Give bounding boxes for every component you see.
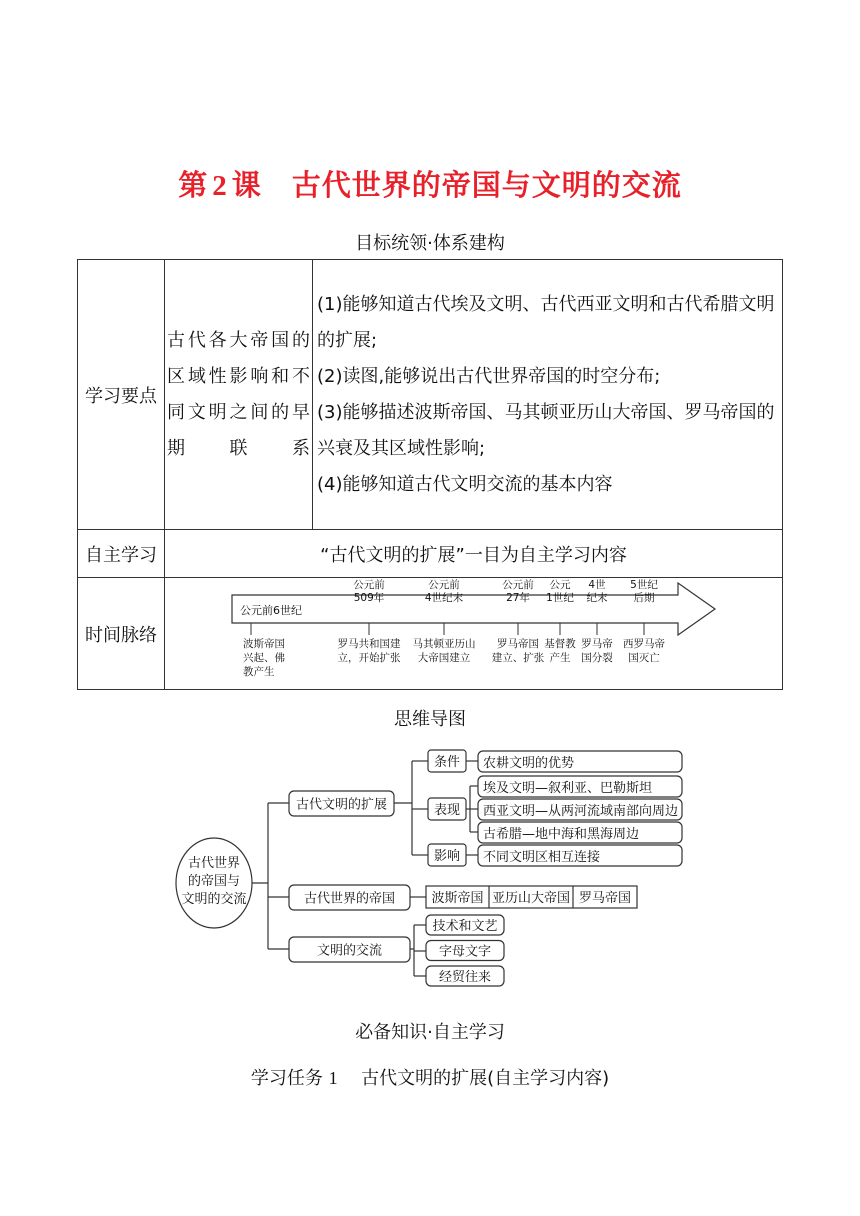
mindmap-root — [176, 838, 252, 928]
mindmap-condition-item — [478, 751, 682, 772]
timeline-start-event-line: 兴起、佛 — [243, 651, 285, 664]
timeline-tick-date: 27年 — [506, 591, 530, 604]
mindmap-condition-label: 条件 — [433, 755, 461, 770]
mindmap-exchange-item-label: 技术和文艺 — [432, 919, 498, 934]
mindmap-branch-expansion — [289, 791, 394, 816]
goals-table — [77, 259, 783, 690]
mindmap-performance-item — [478, 776, 682, 797]
mindmap-exchange-item — [426, 915, 504, 935]
row-label-self-study: 自主学习 — [78, 530, 165, 578]
mindmap-exchange-item — [426, 966, 504, 986]
lesson-name: 古代世界的帝国与文明的交流 — [291, 168, 682, 202]
timeline-start-event-line: 波斯帝国 — [243, 637, 285, 650]
mindmap-performance — [428, 798, 466, 820]
mindmap-branch-exchange — [289, 937, 410, 962]
section-heading-mindmap: 思维导图 — [394, 709, 466, 730]
mindmap-empire-item: 亚历山大帝国 — [491, 891, 571, 906]
mindmap-nodes — [176, 750, 682, 986]
key-point-1: (1)能够知道古代埃及文明、古代西亚文明和古代希腊文明的扩展; — [317, 293, 775, 351]
timeline-tick-date: 公元前 — [353, 578, 385, 591]
timeline-graphic — [165, 579, 783, 689]
mindmap-empires-list — [426, 886, 637, 908]
mindmap-empire-item: 罗马帝国 — [578, 891, 632, 906]
timeline-tick-date: 后期 — [633, 591, 655, 604]
timeline-tick-date: 公元前 — [502, 578, 534, 591]
mindmap-root-line: 的帝国与 — [187, 874, 241, 889]
mindmap-performance-item — [478, 799, 682, 820]
timeline-tick-date: 5世纪 — [630, 578, 658, 591]
timeline-tick-event: 基督教 — [544, 637, 576, 650]
timeline-tick-event: 国灭亡 — [628, 651, 660, 664]
mindmap-branch-exchange-label: 文明的交流 — [316, 943, 383, 959]
timeline-tick-date: 1世纪 — [546, 591, 574, 604]
timeline-tick-event: 马其顿亚历山 — [412, 637, 476, 650]
task-label: 学习任务 — [250, 1068, 323, 1089]
timeline-tick-date: 509年 — [353, 591, 385, 604]
timeline-tick-event: 产生 — [549, 651, 571, 664]
timeline-tick-event: 罗马帝 — [581, 637, 613, 650]
mindmap-performance-item-label: 西亚文明—从两河流域南部向周边 — [483, 804, 679, 819]
timeline-start-label: 公元前6世纪 — [240, 603, 302, 617]
timeline-tick-date: 4世 — [588, 578, 606, 591]
section-heading-goals: 目标统领·体系建构 — [355, 233, 505, 254]
lesson-title — [0, 163, 860, 204]
timeline-tick — [413, 579, 476, 664]
timeline-tick — [581, 579, 613, 664]
timeline-tick-date: 公元前 — [428, 578, 460, 591]
mindmap-branch-empires — [289, 885, 410, 910]
mindmap-branch-expansion-label: 古代文明的扩展 — [295, 797, 388, 813]
mindmap-empire-item: 波斯帝国 — [431, 891, 484, 906]
mindmap-condition-item-label: 农耕文明的优势 — [483, 756, 575, 771]
row-label-key-points: 学习要点 — [78, 260, 165, 530]
mindmap-performance-item-label: 埃及文明—叙利亚、巴勒斯坦 — [483, 781, 653, 796]
timeline-tick-event: 罗马共和国建 — [337, 637, 401, 650]
mindmap-influence — [428, 844, 466, 866]
mindmap-exchange-item-label: 字母文字 — [438, 944, 492, 960]
mindmap-exchange-item — [426, 941, 504, 961]
mindmap-condition — [428, 750, 466, 772]
timeline-tick-event: 罗马帝国 — [497, 637, 539, 650]
key-points-list — [313, 260, 783, 530]
timeline-cell — [165, 578, 783, 690]
timeline-tick-date: 4世纪末 — [424, 591, 464, 604]
key-point-4: (4)能够知道古代文明交流的基本内容 — [317, 473, 613, 495]
self-study-content: “古代文明的扩展”一目为自主学习内容 — [165, 530, 783, 578]
key-point-3: (3)能够描述波斯帝国、马其顿亚历山大帝国、罗马帝国的兴衰及其区域性影响; — [317, 401, 775, 459]
mindmap-influence-item — [478, 845, 682, 866]
timeline-tick-date: 公元 — [549, 578, 571, 591]
timeline-tick — [623, 579, 665, 664]
lesson-number: 2 — [212, 170, 228, 202]
timeline-tick-event: 国分裂 — [581, 651, 613, 664]
mindmap-influence-label: 影响 — [433, 849, 461, 864]
lesson-suffix: 课 — [231, 168, 262, 202]
timeline-tick-event: 大帝国建立 — [417, 651, 471, 664]
row-label-timeline: 时间脉络 — [78, 578, 165, 690]
timeline-tick — [544, 579, 576, 664]
mindmap-root-line: 文明的交流 — [181, 892, 247, 907]
timeline-tick — [338, 579, 401, 664]
timeline-tick-event: 建立、扩张 — [491, 651, 545, 664]
section-heading-knowledge: 必备知识·自主学习 — [355, 1022, 505, 1043]
key-points-summary: 古代各大帝国的区域性影响和不同文明之间的早期联系 — [165, 260, 313, 530]
timeline-start-event — [243, 623, 285, 678]
timeline-tick-date: 纪末 — [586, 591, 608, 604]
key-point-2: (2)读图,能够说出古代世界帝国的时空分布; — [317, 365, 661, 387]
timeline-tick-event: 西罗马帝 — [623, 637, 665, 650]
task-title: 古代文明的扩展(自主学习内容) — [361, 1068, 610, 1089]
mindmap-influence-item-label: 不同文明区相互连接 — [483, 850, 601, 865]
timeline-tick — [492, 579, 545, 664]
timeline-ticks — [338, 579, 666, 664]
timeline-start-event-line: 教产生 — [243, 665, 275, 678]
mindmap-performance-item — [478, 822, 682, 843]
task-number: 1 — [328, 1068, 338, 1088]
task-heading — [0, 1064, 860, 1090]
mindmap-branch-empires-label: 古代世界的帝国 — [303, 891, 396, 907]
mindmap-performance-label: 表现 — [433, 803, 461, 818]
timeline-tick-event: 立，开始扩张 — [337, 651, 401, 664]
mind-map — [0, 735, 860, 995]
mindmap-root-line: 古代世界 — [187, 856, 241, 871]
lesson-prefix: 第 — [178, 168, 209, 202]
mindmap-performance-item-label: 古希腊—地中海和黑海周边 — [483, 827, 640, 842]
mindmap-exchange-item-label: 经贸往来 — [438, 970, 492, 985]
